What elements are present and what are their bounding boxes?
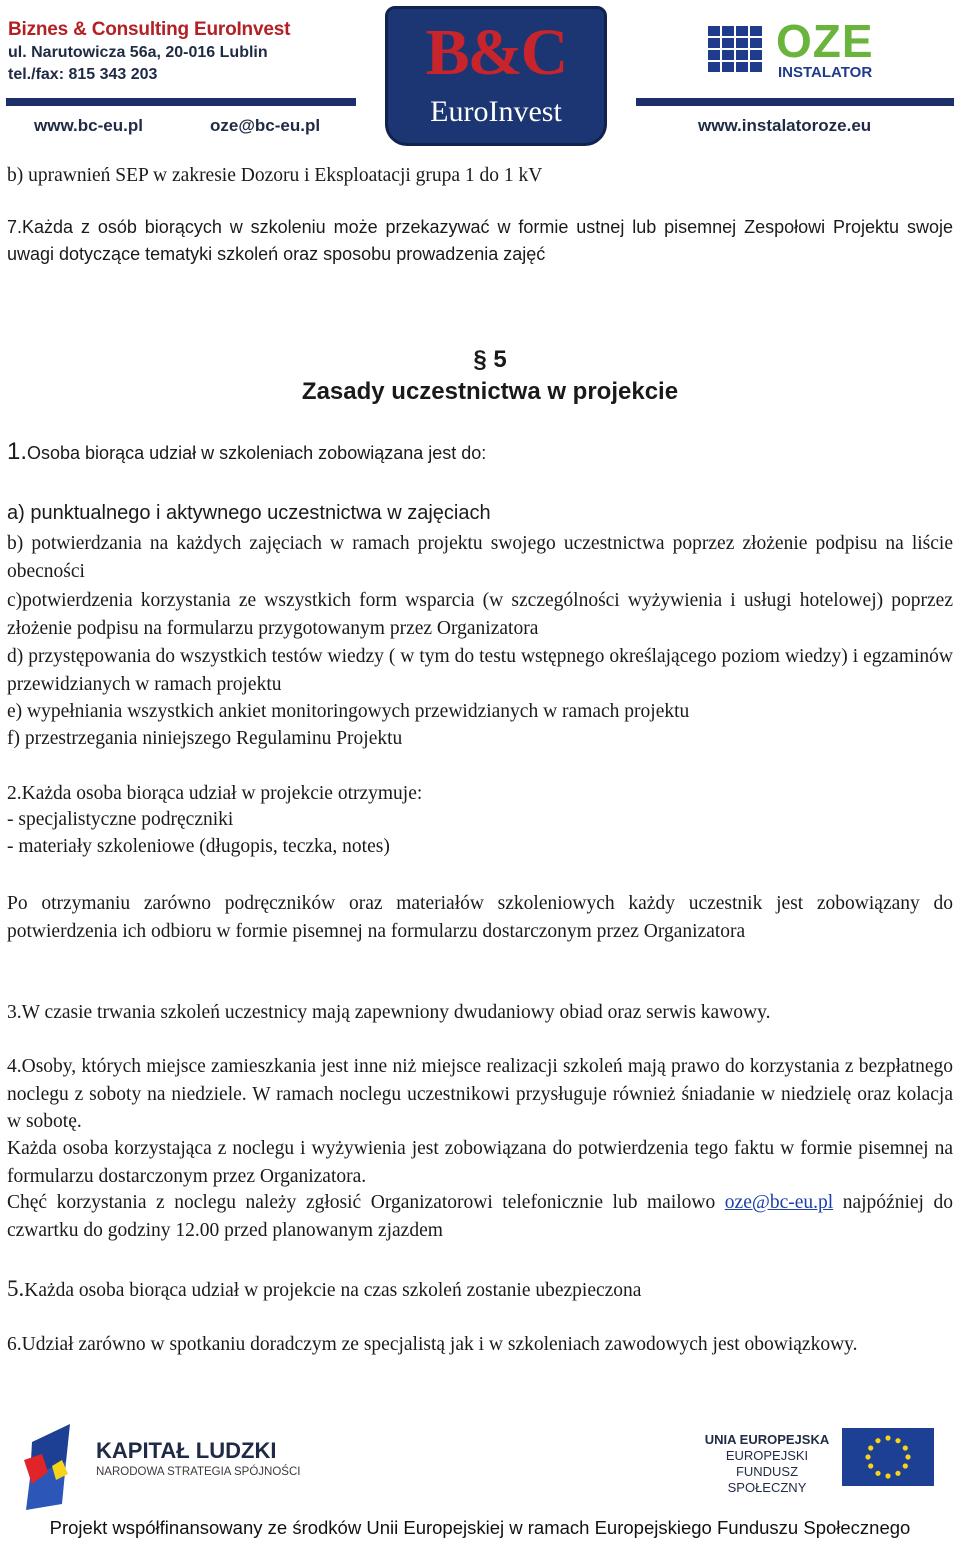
point-6-paragraph: 6.Udział zarówno w spotkaniu doradczym ze specjalistą jak i w szkoleniach zawodowych jest obowiązkowy.	[7, 1334, 858, 1355]
section-title: Zasady uczestnictwa w projekcie	[301, 378, 679, 405]
section-number: § 5	[473, 346, 507, 373]
kapital-ludzki-title: KAPITAŁ LUDZKI	[96, 1438, 277, 1463]
header-divider-right	[636, 98, 954, 106]
bc-euroinvest-logo	[385, 6, 607, 146]
point-7-paragraph: 7.Każda z osób biorących w szkoleniu może przekazywać w formie ustnej lub pisemnej Zespołowi Projektu swoje uwagi dotyczące tematyki szkoleń oraz sposobu prowadzenia zajęć	[7, 217, 953, 264]
esf-line-1: EUROPEJSKI	[725, 1448, 809, 1463]
point-5-number: 5.	[7, 1276, 25, 1301]
eu-flag-icon	[842, 1428, 934, 1486]
letterhead-header	[0, 0, 960, 150]
point-1-paragraph	[7, 438, 953, 468]
obligation-item-c: c)potwierdzenia korzystania ze wszystkich form wsparcia (w szczególności wyżywienia i usługi hotelowej) poprzez złożenie podpisu na formularzu przygotowanym przez Organizatora	[7, 590, 953, 639]
kapital-ludzki-subtitle: NARODOWA STRATEGIA SPÓJNOŚCI	[96, 1466, 301, 1478]
eu-name: UNIA EUROPEJSKA	[704, 1432, 830, 1447]
point-1-number: 1.	[7, 438, 28, 465]
obligation-item-d: d) przystępowania do wszystkich testów wiedzy ( w tym do testu wstępnego określającego poziom wiedzy) i egzaminów przewidzianych w ramach projektu	[7, 646, 953, 695]
email-link[interactable]: oze@bc-eu.pl	[210, 116, 321, 135]
materials-confirmation-paragraph: Po otrzymaniu zarówno podręczników oraz materiałów szkoleniowych każdy uczestnik jest zobowiązany do potwierdzenia ich odbioru w formie pisemnej na formularzu dostarczonym przez Organizatora	[7, 893, 953, 942]
oze-instalator-logo	[706, 15, 906, 84]
kapital-ludzki-logo	[22, 1422, 342, 1512]
obligation-list	[7, 500, 953, 528]
sep-qualification-line: b) uprawnień SEP w zakresie Dozoru i Eksploatacji grupa 1 do 1 kV	[7, 165, 543, 186]
point-4-paragraph: 4.Osoby, których miejsce zamieszkania jest inne niż miejsce realizacji szkoleń mają prawo do korzystania z bezpłatnego noclegu z soboty na niedziele. W ramach noclegu uczestnikowi przysługuje również śniadanie w niedzielę oraz kolacja w sobotę.	[7, 1056, 953, 1132]
oze-logo-subtitle: INSTALATOR	[778, 64, 873, 81]
company-telfax: tel./fax: 815 343 203	[8, 66, 158, 83]
point-1-text: Osoba biorąca udział w szkoleniach zobowiązana jest do:	[27, 443, 487, 463]
point-2-item-handbooks: - specjalistyczne podręczniki	[7, 809, 234, 830]
kapital-ludzki-emblem-icon	[22, 1422, 94, 1512]
point-2-paragraph: 2.Każda osoba biorąca udział w projekcie otrzymuje:	[7, 783, 423, 804]
company-info	[8, 18, 358, 86]
cofinancing-note: Projekt współfinansowany ze środków Unii Europejskiej w ramach Europejskiego Funduszu Społecznego	[49, 1517, 911, 1538]
obligation-item-b: b) potwierdzania na każdych zajęciach w ramach projektu swojego uczestnictwa poprzez złożenie podpisu na liście obecności	[7, 533, 953, 582]
eu-esf-logo	[700, 1428, 940, 1495]
point-5-text: Każda osoba biorąca udział w projekcie na czas szkoleń zostanie ubezpieczona	[24, 1280, 642, 1301]
solar-panel-icon	[706, 24, 768, 76]
point-4-request-deadline: najpóźniej do czwartku do godziny 12.00 przed planowanym zjazdem	[7, 1192, 953, 1241]
logo-euroinvest-text: EuroInvest	[430, 95, 562, 128]
obligation-item-a: a) punktualnego i aktywnego uczestnictwa w zajęciach	[7, 502, 491, 524]
point-3-paragraph: 3.W czasie trwania szkoleń uczestnicy mają zapewniony dwudaniowy obiad oraz serwis kawowy.	[7, 1002, 771, 1023]
header-divider-left	[6, 98, 356, 106]
point-2-item-materials: - materiały szkoleniowe (długopis, teczka, notes)	[7, 836, 390, 857]
company-address: ul. Narutowicza 56a, 20-016 Lublin	[8, 44, 268, 61]
point-4-request-text: Chęć korzystania z noclegu należy zgłosić Organizatorowi telefonicznie lub mailowo	[7, 1192, 725, 1213]
obligation-item-f: f) przestrzegania niniejszego Regulaminu Projektu	[7, 728, 403, 749]
company-name: Biznes & Consulting EuroInvest	[8, 19, 291, 40]
point-4-accommodation-request	[7, 1189, 953, 1244]
esf-line-2: FUNDUSZ SPOŁECZNY	[727, 1464, 807, 1495]
obligation-item-e: e) wypełniania wszystkich ankiet monitoringowych przewidzianych w ramach projektu	[7, 701, 690, 722]
website-link[interactable]: www.bc-eu.pl	[34, 116, 143, 135]
logo-bc-text: B&C	[425, 16, 567, 89]
point-5-paragraph	[7, 1275, 953, 1305]
email-link-inline[interactable]: oze@bc-eu.pl	[724, 1192, 834, 1213]
oze-website-link[interactable]: www.instalatoroze.eu	[698, 116, 872, 135]
point-4-confirmation: Każda osoba korzystająca z noclegu i wyżywienia jest zobowiązana do potwierdzenia tego faktu w formie pisemnej na formularzu dostarczonym przez Organizatora.	[7, 1138, 953, 1187]
oze-logo-text: OZE	[776, 15, 874, 67]
